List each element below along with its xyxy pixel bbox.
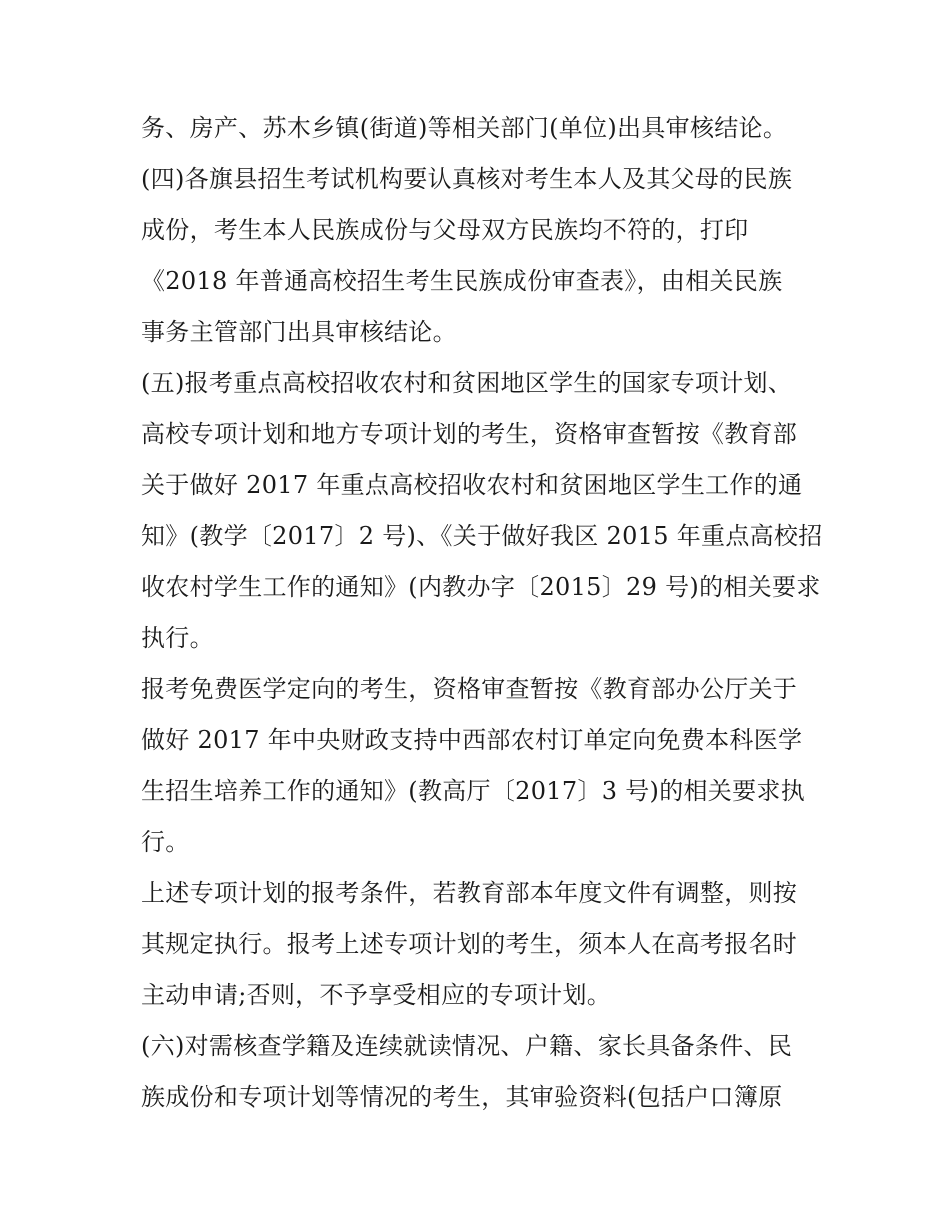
- text-line: 事务主管部门出具审核结论。: [141, 318, 457, 346]
- text-line: 做好 2017 年中央财政支持中西部农村订单定向免费本科医学: [141, 726, 803, 754]
- text-line: 行。: [141, 828, 190, 856]
- text-line: 生招生培养工作的通知》(教高厅〔2017〕3 号)的相关要求执: [141, 777, 806, 805]
- text-line: 务、房产、苏木乡镇(街道)等相关部门(单位)出具审核结论。: [141, 114, 788, 142]
- text-line: 上述专项计划的报考条件，若教育部本年度文件有调整，则按: [141, 879, 798, 907]
- text-line: 《2018 年普通高校招生考生民族成份审查表》，由相关民族: [141, 267, 783, 295]
- text-line: 知》(教学〔2017〕2 号)、《关于做好我区 2015 年重点高校招: [141, 522, 823, 550]
- text-line: 关于做好 2017 年重点高校招收农村和贫困地区学生工作的通: [141, 471, 803, 499]
- text-line: 族成份和专项计划等情况的考生，其审验资料(包括户口簿原: [141, 1083, 783, 1111]
- text-line: 报考免费医学定向的考生，资格审查暂按《教育部办公厅关于: [141, 675, 798, 703]
- text-line: 主动申请;否则，不予享受相应的专项计划。: [141, 981, 612, 1009]
- text-line: 成份，考生本人民族成份与父母双方民族均不符的，打印: [141, 216, 749, 244]
- text-line: 高校专项计划和地方专项计划的考生，资格审查暂按《教育部: [141, 420, 798, 448]
- text-line: 其规定执行。报考上述专项计划的考生，须本人在高考报名时: [141, 930, 798, 958]
- text-line: 收农村学生工作的通知》(内教办字〔2015〕29 号)的相关要求: [141, 573, 821, 601]
- text-line: (六)对需核查学籍及连续就读情况、户籍、家长具备条件、民: [141, 1032, 793, 1060]
- text-line: (四)各旗县招生考试机构要认真核对考生本人及其父母的民族: [141, 165, 793, 193]
- text-line: 执行。: [141, 624, 214, 652]
- document-body: [141, 103, 821, 1123]
- text-line: (五)报考重点高校招收农村和贫困地区学生的国家专项计划、: [141, 369, 793, 397]
